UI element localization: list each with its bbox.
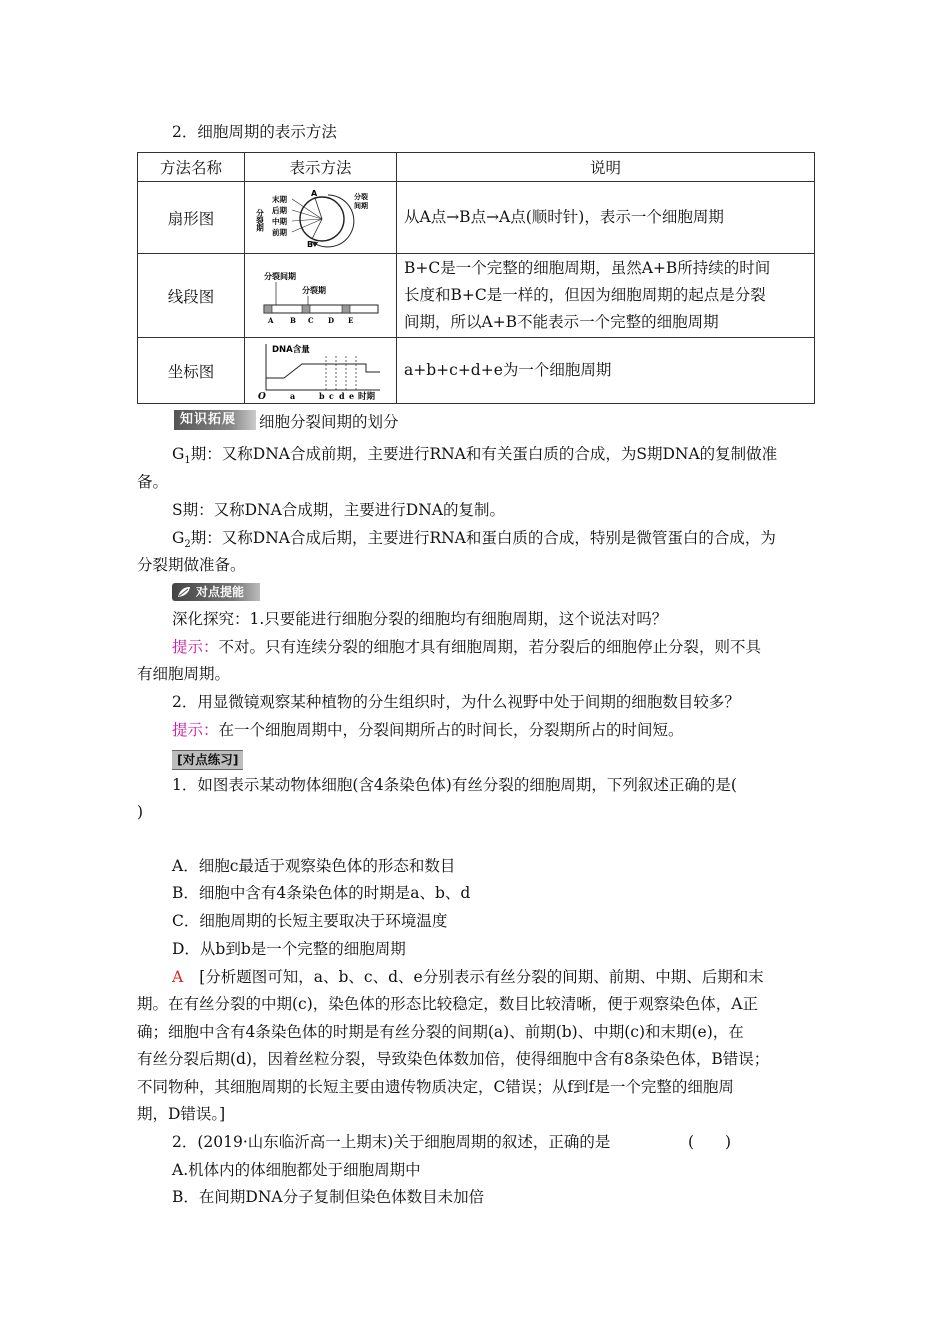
right-label-line2: 间期	[353, 201, 368, 210]
method-name: 线段图	[138, 254, 245, 338]
point-label: D	[327, 315, 334, 325]
x-tick-label: d	[338, 390, 345, 400]
practice-q1: 1．如图表示某动物体细胞(含4条染色体)有丝分裂的细胞周期，下列叙述正确的是(	[172, 776, 737, 794]
y-axis-label: DNA含量	[271, 344, 310, 355]
phase-label: 中期	[271, 216, 287, 226]
coordinate-diagram	[245, 338, 397, 404]
point-label: E	[347, 315, 353, 325]
answer-1-cont: 有细胞周期。	[137, 665, 231, 683]
header-description: 说明	[397, 153, 815, 182]
q2-option-b: B．在间期DNA分子复制但染色体数目未加倍	[172, 1188, 485, 1206]
mitosis-label: 分裂期	[301, 285, 326, 295]
explanation-line: 确；细胞中含有4条染色体的时期是有丝分裂的间期(a)、前期(b)、中期(c)和末期(e)，在	[137, 1023, 744, 1041]
answer-letter: A	[172, 968, 184, 986]
option-c: C．细胞周期的长短主要取决于环境温度	[172, 912, 448, 930]
option-a: A．细胞c最适于观察染色体的形态和数目	[172, 857, 456, 875]
explanation-line: 不同物种，其细胞周期的长短主要由遗传物质决定，C错误；从f到f是一个完整的细胞周	[137, 1078, 734, 1096]
method-name: 坐标图	[138, 338, 245, 404]
explanation-line: 期，D错误。]	[137, 1105, 226, 1123]
knowledge-title: 细胞分裂间期的划分	[259, 413, 399, 431]
practice-q2: 2．(2019·山东临沂高一上期末)关于细胞周期的叙述，正确的是	[172, 1133, 611, 1151]
table-row	[138, 182, 815, 254]
s-phase-line: S期：又称DNA合成期，主要进行DNA的复制。	[172, 501, 505, 519]
description-line: a+b+c+d+e为一个细胞周期	[404, 361, 612, 379]
g1-line-cont: 备。	[137, 473, 169, 491]
option-b: B．细胞中含有4条染色体的时期是a、b、d	[172, 884, 471, 902]
skill-badge-label: 对点提能	[196, 585, 245, 599]
cell-cycle-methods-table	[137, 152, 815, 404]
pie-chart-diagram	[245, 182, 397, 254]
side-label: 分裂期	[255, 208, 264, 231]
method-description	[397, 254, 815, 338]
option-d: D．从b到b是一个完整的细胞周期	[172, 940, 406, 958]
description-line: 从A点→B点→A点(顺时针)，表示一个细胞周期	[404, 208, 724, 226]
hint-label: 提示：	[172, 638, 219, 656]
leaf-icon	[177, 586, 191, 598]
x-axis-label: 时期	[357, 391, 375, 400]
g2-label: G	[172, 529, 185, 547]
answer-2	[172, 720, 684, 740]
phase-label: 前期	[271, 227, 287, 237]
g1-line	[172, 444, 777, 471]
answer-text: 在一个细胞周期中，分裂间期所占的时间长，分裂期所占的时间短。	[218, 721, 684, 739]
header-representation: 表示方法	[245, 153, 397, 182]
table-row	[138, 338, 815, 404]
question-1: 深化探究：1.只要能进行细胞分裂的细胞均有细胞周期，这个说法对吗？	[172, 610, 668, 628]
point-b-label: B	[306, 239, 313, 249]
x-tick-label: e	[348, 390, 354, 400]
point-label: C	[307, 315, 314, 325]
point-label: A	[267, 315, 273, 325]
phase-label: 末期	[271, 194, 287, 204]
explanation-line: 有丝分裂后期(d)，因着丝粒分裂，导致染色体数加倍，使得细胞中含有8条染色体，B错误；	[137, 1050, 770, 1068]
practice-badge: [对点练习]	[172, 750, 243, 770]
g2-subscript: 2	[184, 539, 191, 551]
point-a-label: A	[310, 188, 317, 198]
section-title: 2．细胞周期的表示方法	[172, 123, 337, 141]
right-label-line1: 分裂	[353, 192, 368, 201]
table-row	[138, 254, 815, 338]
g2-line	[172, 528, 776, 555]
table-header-row	[138, 153, 815, 182]
description-line: 间期，所以A+B不能表示一个完整的细胞周期	[404, 313, 719, 331]
method-description	[397, 182, 815, 254]
x-tick-label: a	[289, 390, 295, 400]
g1-text: 期：又称DNA合成前期，主要进行RNA和有关蛋白质的合成，为S期DNA的复制做准	[190, 445, 778, 463]
g1-subscript: 1	[184, 455, 191, 467]
description-line: B+C是一个完整的细胞周期，虽然A+B所持续的时间	[404, 259, 771, 277]
answer-1	[172, 637, 761, 657]
g2-text: 期：又称DNA合成后期，主要进行RNA和蛋白质的合成，特别是微管蛋白的合成，为	[190, 529, 776, 547]
point-label: B	[289, 315, 296, 325]
hint-label: 提示：	[172, 721, 219, 739]
g1-label: G	[172, 445, 185, 463]
knowledge-badge: 知识拓展	[174, 410, 256, 430]
description-line: 长度和B+C是一样的，但因为细胞周期的起点是分裂	[404, 286, 766, 304]
header-method-name: 方法名称	[138, 153, 245, 182]
question-2: 2．用显微镜观察某种植物的分生组织时，为什么视野中处于间期的细胞数目较多？	[172, 693, 740, 711]
interphase-label: 分裂间期	[263, 271, 296, 281]
explanation-line	[172, 967, 764, 987]
skill-badge	[172, 583, 260, 601]
x-tick-label: c	[328, 390, 334, 400]
method-description	[397, 338, 815, 404]
line-segment-diagram	[245, 254, 397, 338]
method-name: 扇形图	[138, 182, 245, 254]
phase-label: 后期	[271, 205, 287, 215]
x-tick-label: b	[318, 390, 325, 400]
answer-text: 不对。只有连续分裂的细胞才具有细胞周期，若分裂后的细胞停止分裂，则不具	[218, 638, 762, 656]
answer-bracket: ( )	[688, 1133, 732, 1151]
explanation-line: 期。在有丝分裂的中期(c)，染色体的形态比较稳定，数目比较清晰，便于观察染色体，A正	[137, 995, 758, 1013]
explanation-text: [分析题图可知，a、b、c、d、e分别表示有丝分裂的间期、前期、中期、后期和末	[199, 968, 764, 986]
q2-option-a: A.机体内的体细胞都处于细胞周期中	[172, 1161, 421, 1179]
g2-line-cont: 分裂期做准备。	[137, 556, 246, 574]
practice-q1-cont: )	[137, 803, 144, 821]
origin-label: O	[257, 391, 266, 400]
